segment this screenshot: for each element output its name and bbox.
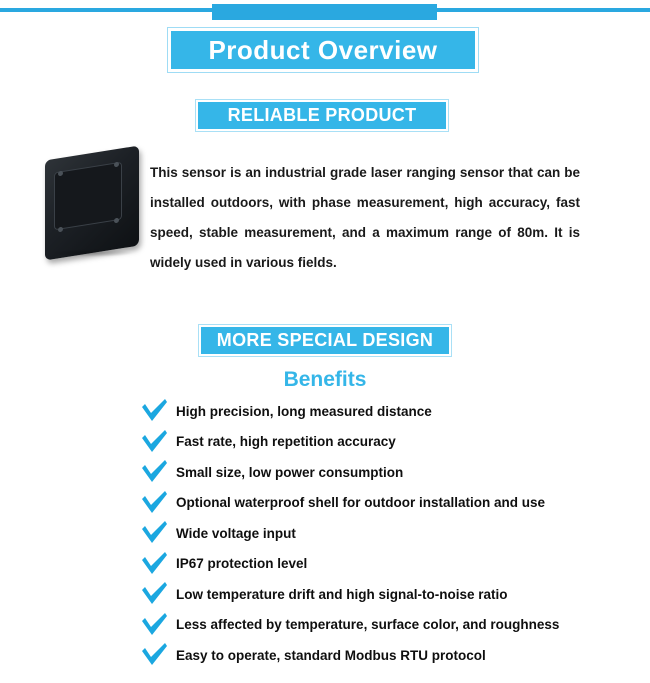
- section-title-more-special-design: MORE SPECIAL DESIGN: [216, 330, 434, 350]
- benefits-list: [140, 396, 610, 671]
- list-item-label: Optional waterproof shell for outdoor installation and use: [176, 495, 546, 511]
- check-icon: [140, 520, 170, 546]
- list-item: [140, 518, 610, 549]
- page-title: Product Overview: [208, 34, 438, 65]
- list-item: [140, 640, 610, 671]
- page-title-banner: [168, 28, 478, 72]
- list-item-label: Wide voltage input: [176, 525, 296, 541]
- section-banner-more-special-design: [199, 325, 451, 356]
- list-item-label: IP67 protection level: [176, 556, 308, 572]
- check-icon: [140, 490, 170, 516]
- section-banner-reliable-product: [196, 100, 448, 131]
- list-item-label: High precision, long measured distance: [176, 403, 432, 419]
- list-item: [140, 610, 610, 641]
- check-icon: [140, 581, 170, 607]
- list-item: [140, 488, 610, 519]
- list-item: [140, 396, 610, 427]
- check-icon: [140, 612, 170, 638]
- product-description: This sensor is an industrial grade laser ranging sensor that can be installed outdoors, with phase measurement, high accuracy, fast speed, stable measurement, and a maximum range of 80m. It is widely used in various fields.: [150, 165, 580, 270]
- sensor-shadow: [50, 249, 134, 257]
- list-item-label: Fast rate, high repetition accuracy: [176, 434, 396, 450]
- top-accent-tab: [212, 4, 437, 20]
- check-icon: [140, 398, 170, 424]
- list-item: [140, 549, 610, 580]
- list-item-label: Low temperature drift and high signal-to-noise ratio: [176, 586, 508, 602]
- check-icon: [140, 642, 170, 668]
- list-item-label: Small size, low power consumption: [176, 464, 404, 480]
- list-item-label: Easy to operate, standard Modbus RTU protocol: [176, 647, 486, 663]
- product-image: [40, 145, 144, 265]
- sensor-face-shape: [54, 162, 122, 231]
- list-item: [140, 457, 610, 488]
- list-item: [140, 579, 610, 610]
- section-title-reliable-product: RELIABLE PRODUCT: [227, 105, 417, 125]
- check-icon: [140, 429, 170, 455]
- benefits-heading: Benefits: [283, 368, 367, 391]
- check-icon: [140, 459, 170, 485]
- check-icon: [140, 551, 170, 577]
- list-item: [140, 427, 610, 458]
- list-item-label: Less affected by temperature, surface color, and roughness: [176, 617, 560, 633]
